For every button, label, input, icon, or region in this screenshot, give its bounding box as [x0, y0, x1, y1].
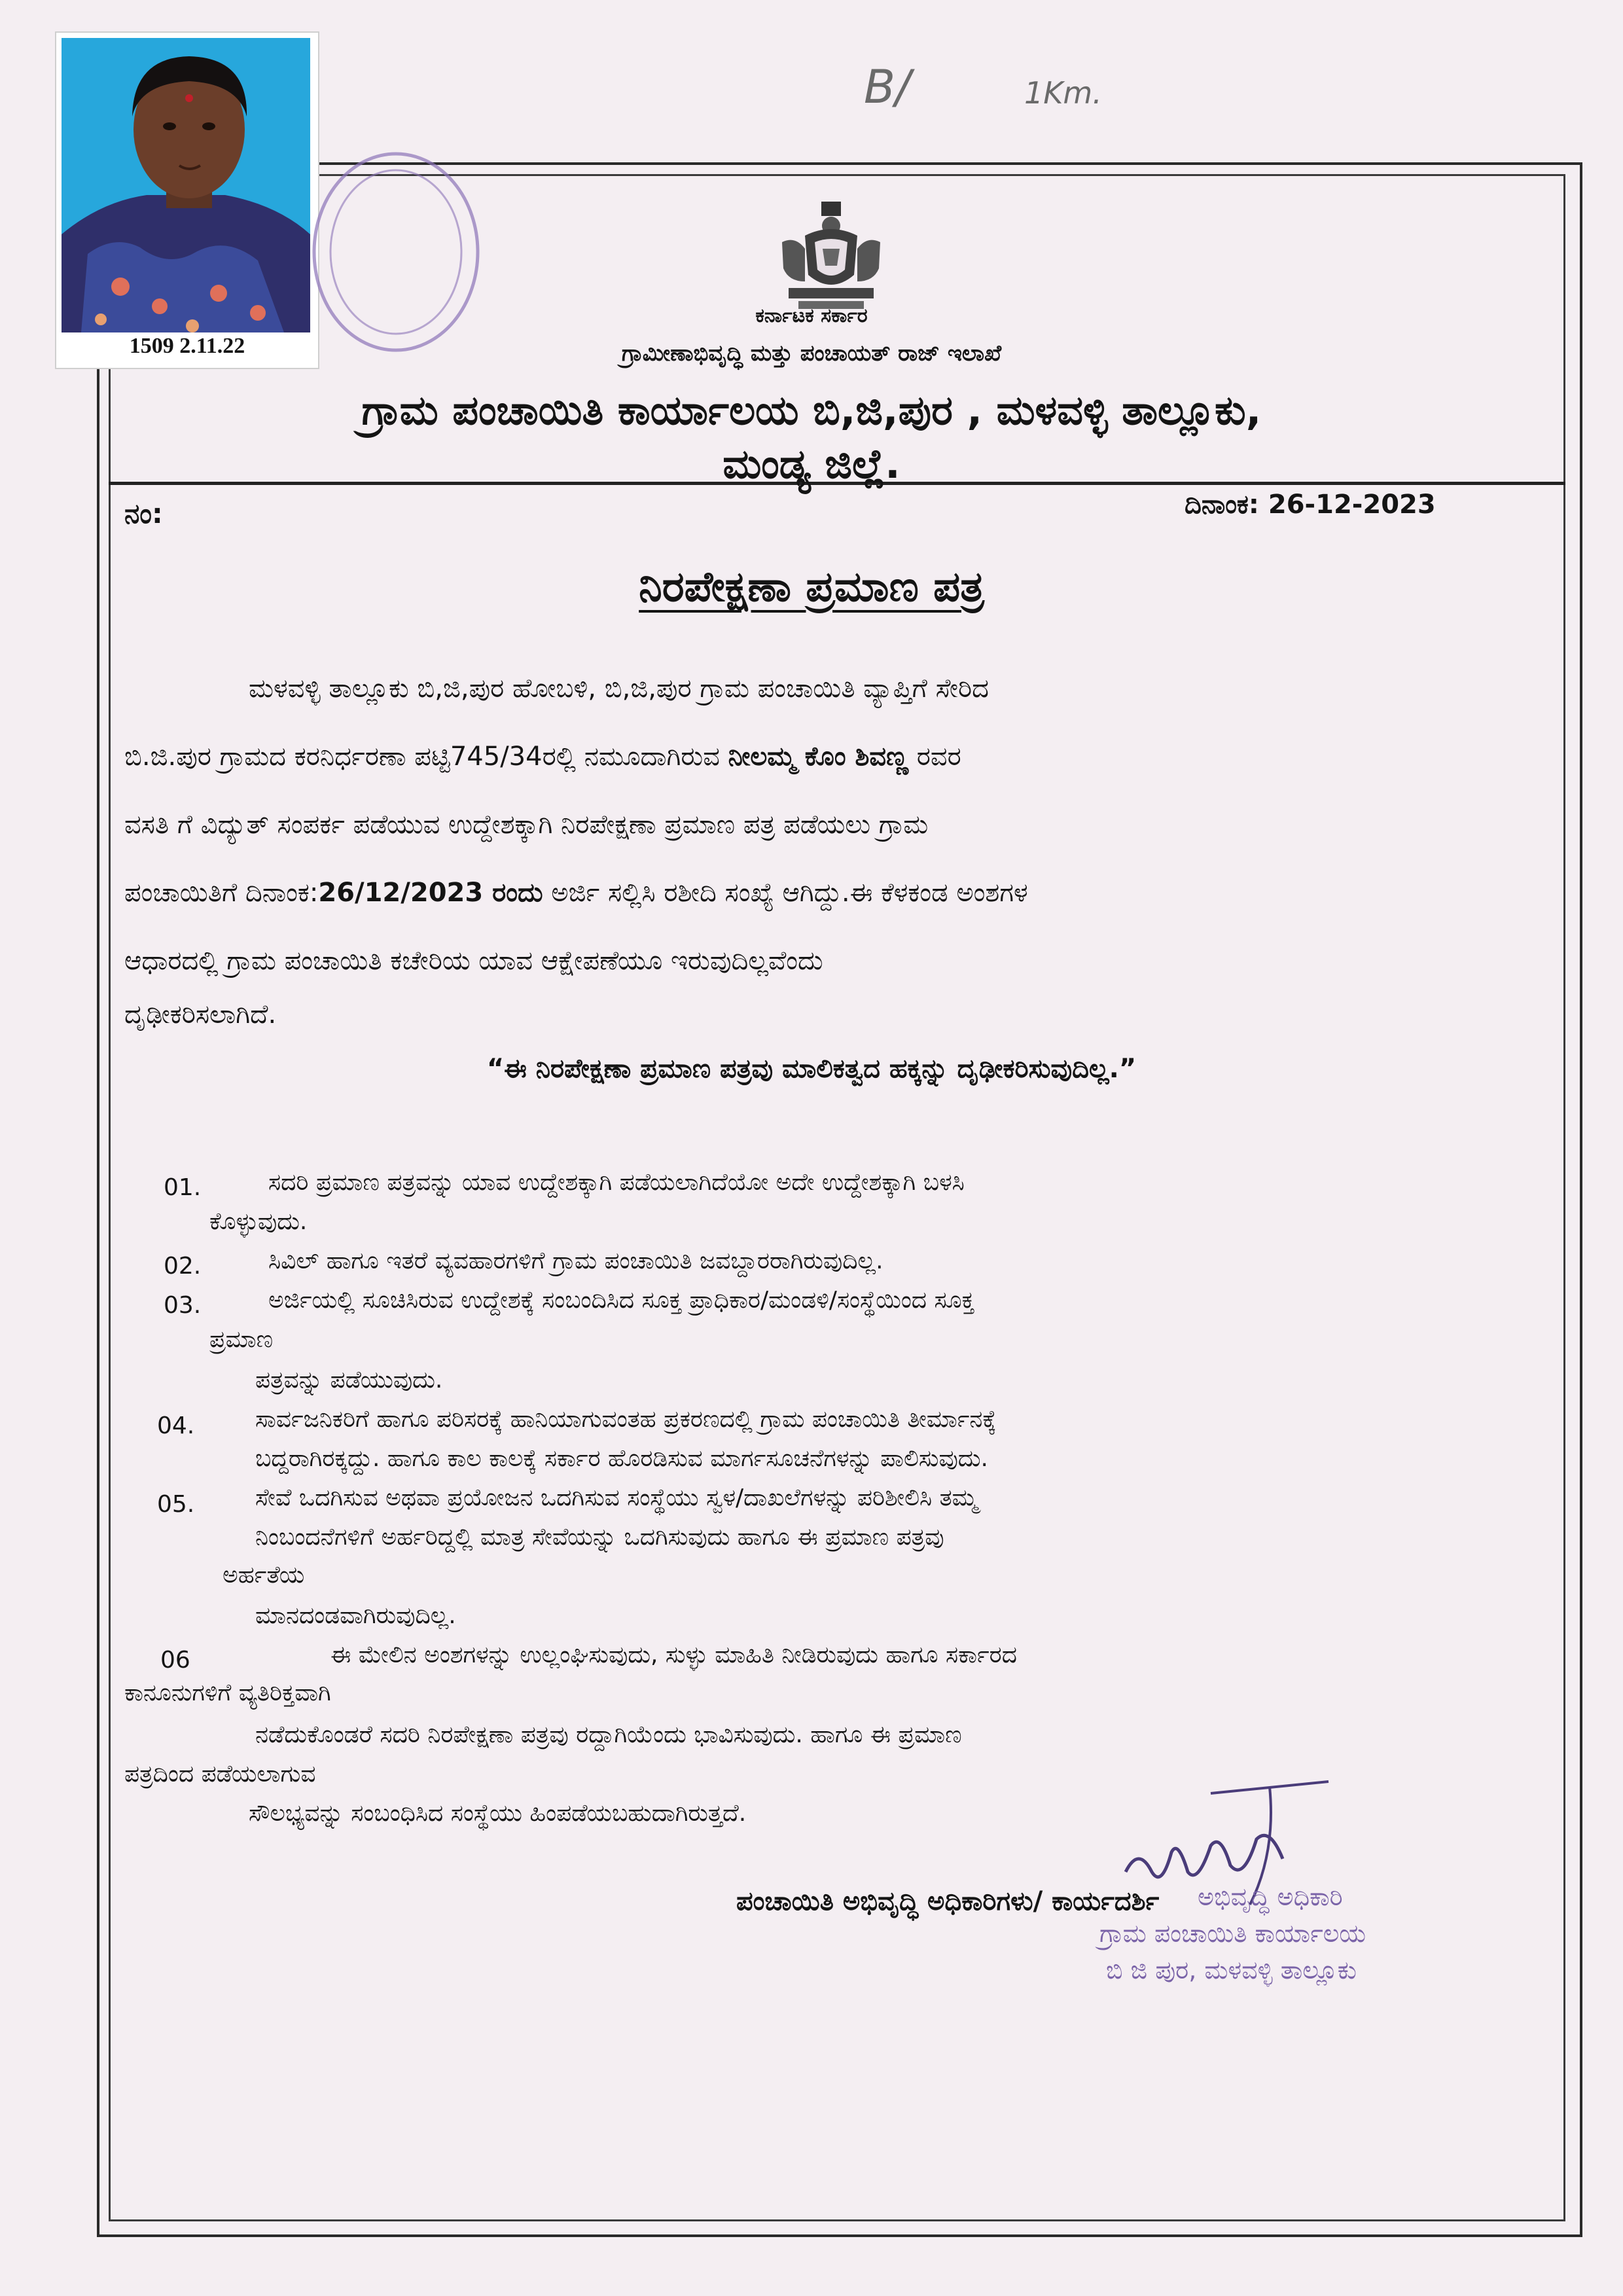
condition-5-line-3: ಅರ್ಹತೆಯ: [223, 1562, 305, 1588]
stamp-line-2: ಗ್ರಾಮ ಪಂಚಾಯಿತಿ ಕಾರ್ಯಾಲಯ: [1099, 1919, 1366, 1948]
condition-5-line-1: ಸೇವೆ ಒದಗಿಸುವ ಅಥವಾ ಪ್ರಯೋಜನ ಒದಗಿಸುವ ಸಂಸ್ಥೆಯು ಸ್ವಳ/ದಾಖಲೆಗಳನ್ನು ಪರಿಶೀಲಿಸಿ ತಮ್ಮ: [255, 1484, 978, 1511]
condition-5-line-4: ಮಾನದಂಡವಾಗಿರುವುದಿಲ್ಲ.: [255, 1602, 456, 1629]
body-line-2: [124, 723, 1544, 791]
government-name: ಕರ್ನಾಟಕ ಸರ್ಕಾರ: [755, 304, 868, 327]
issue-date: [1185, 490, 1436, 520]
condition-4-number: 04.: [157, 1412, 195, 1439]
condition-3-line-2: ಪ್ರಮಾಣ: [209, 1326, 274, 1353]
condition-6-number: 06: [160, 1647, 190, 1674]
body-line-3: ವಸತಿ ಗೆ ವಿದ್ಯುತ್ ಸಂಪರ್ಕ ಪಡೆಯುವ ಉದ್ದೇಶಕ್ಕಾಗಿ ನಿರಪೇಕ್ಷಣಾ ಪ್ರಮಾಣ ಪತ್ರ ಪಡೆಯಲು ಗ್ರಾಮ: [124, 810, 929, 840]
office-rubber-stamp: [1099, 1878, 1366, 1988]
signatory-designation: ಪಂಚಾಯಿತಿ ಅಭಿವೃದ್ಧಿ ಅಧಿಕಾರಿಗಳು/ ಕಾರ್ಯದರ್ಶಿ: [736, 1886, 1160, 1916]
handwritten-note-1: B/: [864, 60, 911, 114]
office-name-line-1: ಗ್ರಾಮ ಪಂಚಾಯಿತಿ ಕಾರ್ಯಾಲಯ ಬಿ,ಜಿ,ಪುರ , ಮಳವಳ್ಳಿ ತಾಲ್ಲೂಕು,: [361, 386, 1262, 434]
body-line-1: ಮಳವಳ್ಳಿ ತಾಲ್ಲೂಕು ಬಿ,ಜಿ,ಪುರ ಹೋಬಳಿ, ಬಿ,ಜಿ,ಪುರ ಗ್ರಾಮ ಪಂಚಾಯಿತಿ ವ್ಯಾಪ್ತಿಗೆ ಸೇರಿದ: [249, 673, 989, 704]
condition-5-line-2: ನಿಂಬಂದನೆಗಳಿಗೆ ಅರ್ಹರಿದ್ದಲ್ಲಿ ಮಾತ್ರ ಸೇವೆಯನ್ನು ಒದಗಿಸುವುದು ಹಾಗೂ ಈ ಪ್ರಮಾಣ ಪತ್ರವು: [255, 1524, 944, 1551]
date-value: 26-12-2023: [1268, 490, 1436, 520]
condition-1-number: 01.: [164, 1174, 202, 1201]
application-date: 26/12/2023 ರಂದು: [318, 878, 543, 908]
body-line-6: ದೃಢೀಕರಿಸಲಾಗಿದೆ.: [124, 999, 277, 1030]
department-name: ಗ್ರಾಮೀಣಾಭಿವೃದ್ಧಿ ಮತ್ತು ಪಂಚಾಯತ್ ರಾಜ್ ಇಲಾಖೆ: [621, 340, 1002, 367]
condition-1-line-2: ಕೊಳ್ಳುವುದು.: [209, 1208, 308, 1235]
body-line-4-text-a: ಪಂಚಾಯಿತಿಗೆ ದಿನಾಂಕ:: [124, 878, 319, 908]
condition-6-line-1: ಈ ಮೇಲಿನ ಅಂಶಗಳನ್ನು ಉಲ್ಲಂಘಿಸುವುದು, ಸುಳ್ಳು ಮಾಹಿತಿ ನೀಡಿರುವುದು ಹಾಗೂ ಸರ್ಕಾರದ: [330, 1641, 1017, 1668]
karnataka-emblem-icon: [769, 196, 893, 314]
condition-3-number: 03.: [164, 1292, 202, 1319]
condition-4-line-1: ಸಾರ್ವಜನಿಕರಿಗೆ ಹಾಗೂ ಪರಿಸರಕ್ಕೆ ಹಾನಿಯಾಗುವಂತಹ ಪ್ರಕರಣದಲ್ಲಿ ಗ್ರಾಮ ಪಂಚಾಯಿತಿ ತೀರ್ಮಾನಕ್ಕೆ: [255, 1406, 997, 1433]
round-seal-stamp: [301, 131, 491, 373]
date-label: ದಿನಾಂಕ:: [1185, 490, 1259, 520]
condition-6-line-5: ಸೌಲಭ್ಯವನ್ನು ಸಂಬಂಧಿಸಿದ ಸಂಸ್ಥೆಯು ಹಿಂಪಡೆಯಬಹುದಾಗಿರುತ್ತದೆ.: [249, 1800, 747, 1827]
body-line-5: ಆಧಾರದಲ್ಲಿ ಗ್ರಾಮ ಪಂಚಾಯಿತಿ ಕಚೇರಿಯ ಯಾವ ಆಕ್ಷೇಪಣೆಯೂ ಇರುವುದಿಲ್ಲವೆಂದು: [124, 946, 823, 976]
body-line-4: [124, 859, 1544, 927]
owner-name: ನೀಲಮ್ಮ ಕೊಂ ಶಿವಣ್ಣ: [728, 742, 909, 772]
condition-6-line-3: ನಡೆದುಕೊಂಡರೆ ಸದರಿ ನಿರಪೇಕ್ಷಣಾ ಪತ್ರವು ರದ್ದಾಗಿಯೆಂದು ಭಾವಿಸುವುದು. ಹಾಗೂ ಈ ಪ್ರಮಾಣ: [255, 1721, 962, 1748]
condition-2-number: 02.: [164, 1253, 202, 1280]
condition-5-number: 05.: [157, 1491, 195, 1518]
disclaimer: “ಈ ನಿರಪೇಕ್ಷಣಾ ಪ್ರಮಾಣ ಪತ್ರವು ಮಾಲಿಕತ್ವದ ಹಕ್ಕನ್ನು ದೃಢೀಕರಿಸುವುದಿಲ್ಲ.”: [486, 1054, 1137, 1084]
stamp-line-1: ಅಭಿವೃದ್ಧಿ ಅಧಿಕಾರಿ: [1198, 1882, 1343, 1911]
condition-1-line-1: ಸದರಿ ಪ್ರಮಾಣ ಪತ್ರವನ್ನು ಯಾವ ಉದ್ದೇಶಕ್ಕಾಗಿ ಪಡೆಯಲಾಗಿದೆಯೋ ಅದೇ ಉದ್ದೇಶಕ್ಕಾಗಿ ಬಳಸಿ: [268, 1169, 965, 1196]
stamp-line-3: ಬಿ ಜಿ ಪುರ, ಮಳವಳ್ಳಿ ತಾಲ್ಲೂಕು: [1106, 1956, 1357, 1984]
condition-6-line-2: ಕಾನೂನುಗಳಿಗೆ ವ್ಯತಿರಿಕ್ತವಾಗಿ: [124, 1679, 331, 1706]
certificate-title: [0, 563, 1623, 611]
condition-4-line-2: ಬದ್ದರಾಗಿರಕ್ಕದ್ದು. ಹಾಗೂ ಕಾಲ ಕಾಲಕ್ಕೆ ಸರ್ಕಾರ ಹೊರಡಿಸುವ ಮಾರ್ಗಸೂಚನೆಗಳನ್ನು ಪಾಲಿಸುವುದು.: [255, 1445, 988, 1472]
certificate-title-text: ನಿರಪೇಕ್ಷಣಾ ಪ್ರಮಾಣ ಪತ್ರ: [639, 563, 984, 611]
photo-caption: 1509 2.11.22: [129, 334, 245, 358]
body-line-2-text-b: ರವರ: [908, 742, 961, 772]
handwritten-note-2: 1Km.: [1024, 75, 1102, 111]
condition-3-line-3: ಪತ್ರವನ್ನು ಪಡೆಯುವುದು.: [255, 1367, 443, 1393]
condition-3-line-1: ಅರ್ಜಿಯಲ್ಲಿ ಸೂಚಿಸಿರುವ ಉದ್ದೇಶಕ್ಕೆ ಸಂಬಂದಿಸಿದ ಸೂಕ್ತ ಪ್ರಾಧಿಕಾರ/ಮಂಡಳಿ/ಸಂಸ್ಥೆಯಿಂದ ಸೂಕ್ತ: [268, 1287, 974, 1314]
condition-2-line-1: ಸಿವಿಲ್ ಹಾಗೂ ಇತರೆ ವ್ಯವಹಾರಗಳಿಗೆ ಗ್ರಾಮ ಪಂಚಾಯಿತಿ ಜವಬ್ದಾರರಾಗಿರುವುದಿಲ್ಲ.: [268, 1247, 883, 1274]
reference-number-label: ನಂ:: [124, 497, 163, 529]
body-line-2-text-a: ಬಿ.ಜಿ.ಪುರ ಗ್ರಾಮದ ಕರನಿರ್ಧರಣಾ ಪಟ್ಟಿ745/34ರಲ್ಲಿ ನಮೂದಾಗಿರುವ: [124, 742, 728, 772]
condition-6-line-4: ಪತ್ರದಿಂದ ಪಡೆಯಲಾಗುವ: [124, 1761, 316, 1787]
office-name-line-2: ಮಂಡ್ಯ ಜಿಲ್ಲೆ.: [722, 440, 901, 488]
portrait-image: [62, 38, 310, 332]
body-line-4-text-b: ಅರ್ಜಿ ಸಲ್ಲಿಸಿ ರಶೀದಿ ಸಂಖ್ಯೆ ಆಗಿದ್ದು.ಈ ಕೆಳಕಂಡ ಅಂಶಗಳ: [543, 878, 1028, 908]
